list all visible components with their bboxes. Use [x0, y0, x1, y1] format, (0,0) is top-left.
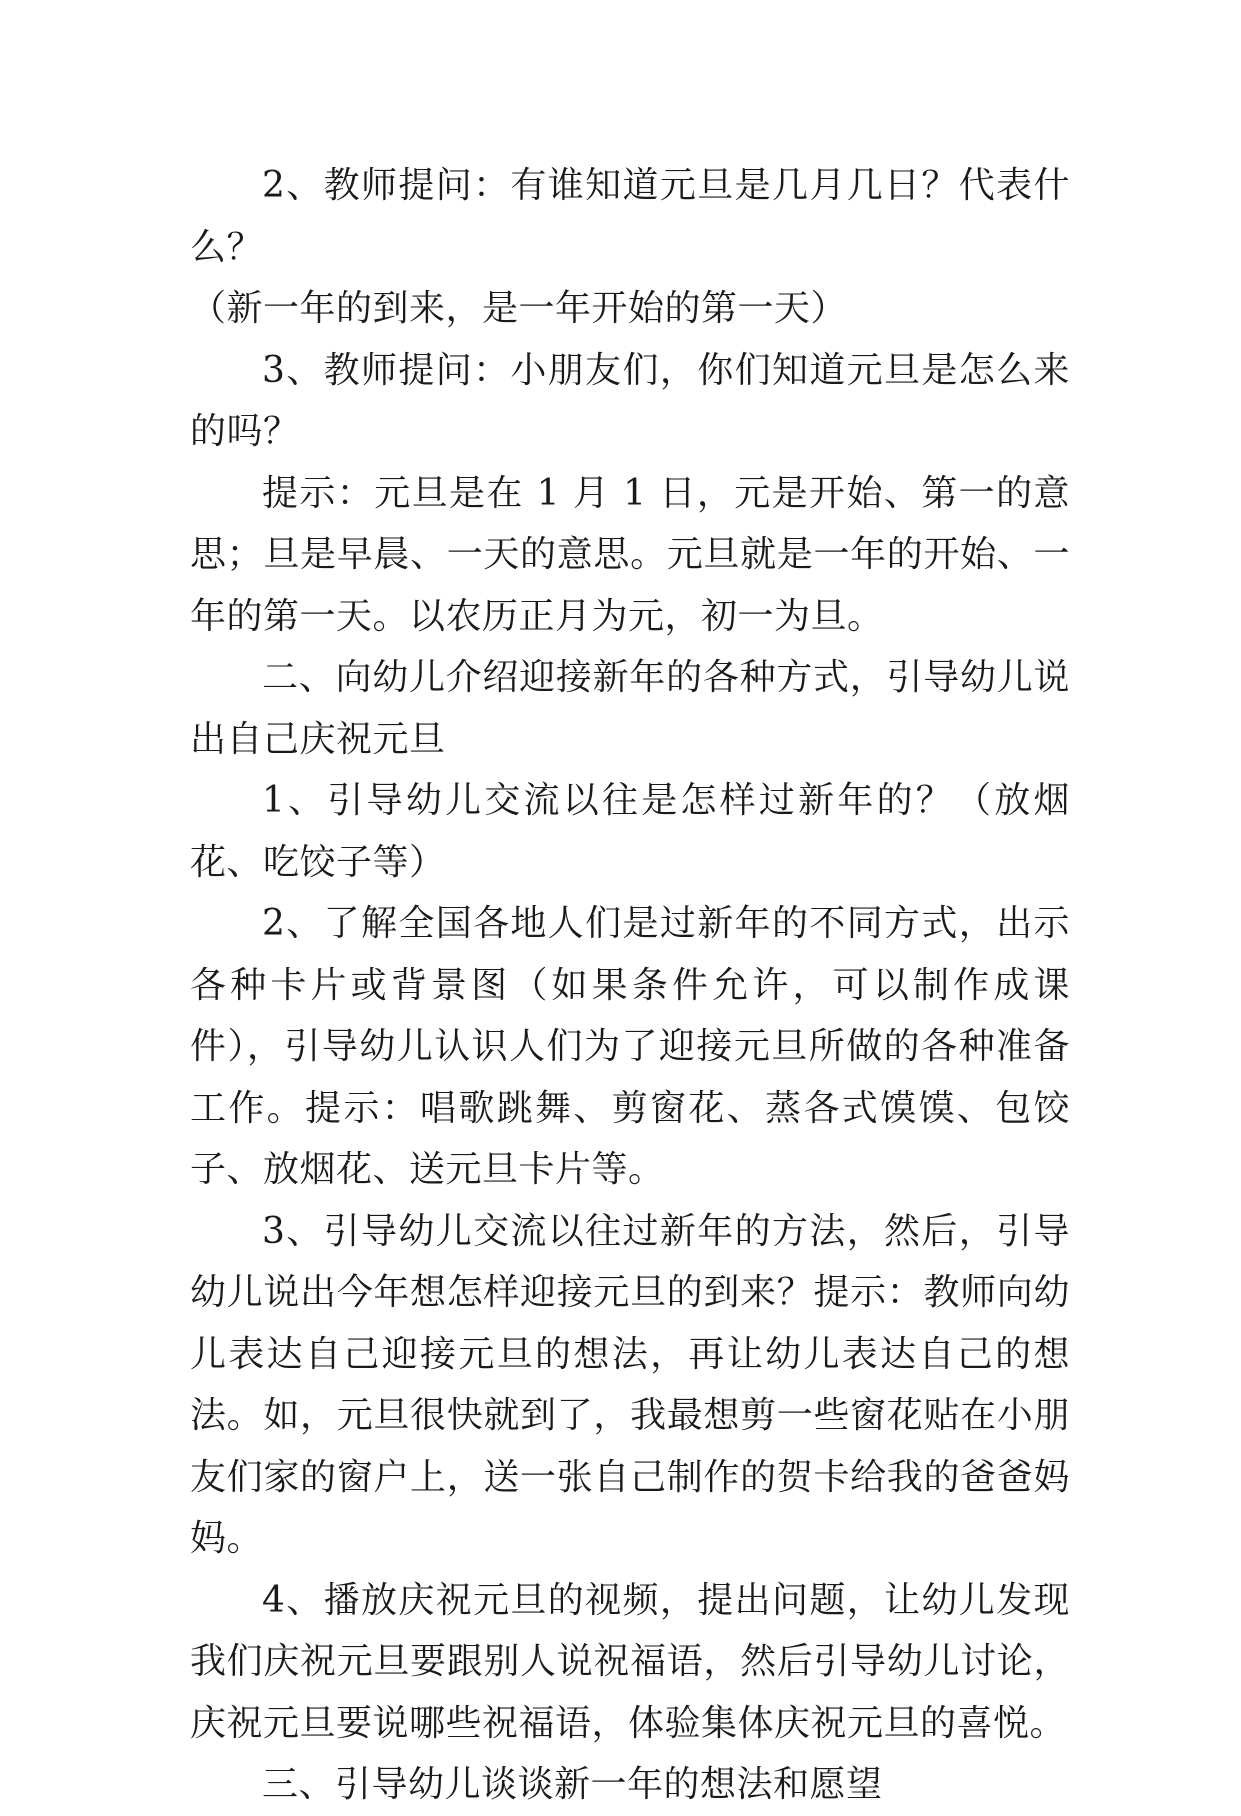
document-body [190, 155, 1070, 1816]
paragraph-question-3: 3、教师提问：小朋友们，你们知道元旦是怎么来的吗？ [190, 349, 1070, 452]
section-heading-2: 二、向幼儿介绍迎接新年的各种方式，引导幼儿说出自己庆祝元旦 [190, 657, 1070, 760]
paragraph-step-1: 1、引导幼儿交流以往是怎样过新年的？（放烟花、吃饺子等） [190, 780, 1070, 883]
paragraph-answer-2: （新一年的到来，是一年开始的第一天） [190, 288, 848, 329]
paragraph-question-2: 2、教师提问：有谁知道元旦是几月几日？代表什么？ [190, 165, 1070, 268]
paragraph-step-4: 4、播放庆祝元旦的视频，提出问题，让幼儿发现我们庆祝元旦要跟别人说祝福语，然后引导幼儿讨论，庆祝元旦要说哪些祝福语，体验集体庆祝元旦的喜悦。 [190, 1579, 1070, 1744]
paragraph-step-2: 2、了解全国各地人们是过新年的不同方式，出示各种卡片或背景图（如果条件允许，可以制作成课件），引导幼儿认识人们为了迎接元旦所做的各种准备工作。提示：唱歌跳舞、剪窗花、蒸各式馍馍、包饺子、放烟花、送元旦卡片等。 [190, 903, 1070, 1190]
paragraph-step-3: 3、引导幼儿交流以往过新年的方法，然后，引导幼儿说出今年想怎样迎接元旦的到来？提示：教师向幼儿表达自己迎接元旦的想法，再让幼儿表达自己的想法。如，元旦很快就到了，我最想剪一些窗花贴在小朋友们家的窗户上，送一张自己制作的贺卡给我的爸爸妈妈。 [190, 1210, 1070, 1559]
section-heading-3: 三、引导幼儿谈谈新一年的想法和愿望 [262, 1764, 883, 1805]
paragraph-hint-origin: 提示：元旦是在 1 月 1 日，元是开始、第一的意思；旦是早晨、一天的意思。元旦就是一年的开始、一年的第一天。以农历正月为元，初一为旦。 [190, 472, 1070, 637]
